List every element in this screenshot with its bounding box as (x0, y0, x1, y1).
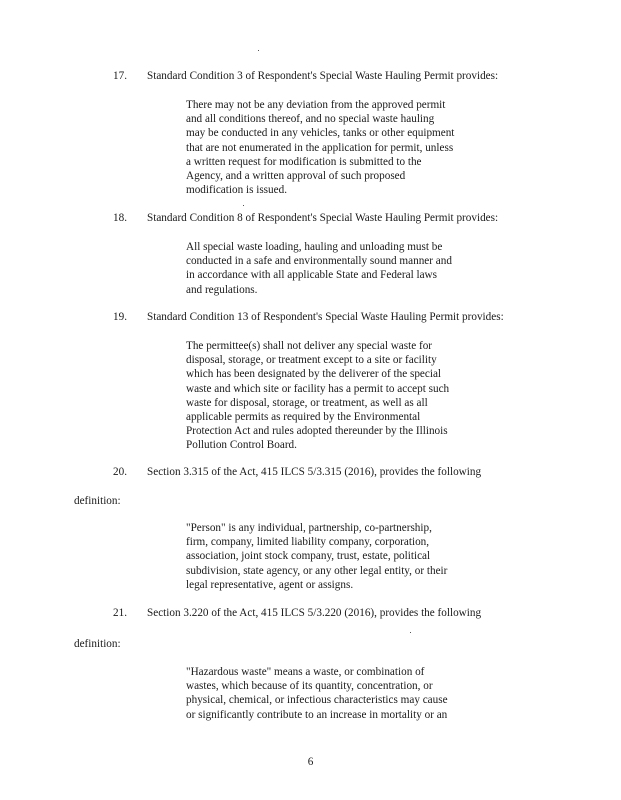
block-quote-20 (186, 521, 486, 592)
quote-line: All special waste loading, hauling and unloading must be (186, 241, 443, 253)
quote-line: or significantly contribute to an increase in mortality or an (186, 708, 448, 721)
quote-line: Agency, and a written approval of such proposed (186, 170, 406, 183)
scan-speck (243, 205, 244, 206)
quote-line: association, joint stock company, trust, estate, political (186, 550, 431, 563)
quote-line: a written request for modification is submitted to the (186, 155, 422, 168)
quote-line: in accordance with all applicable State and Federal laws (186, 269, 437, 282)
quote-line: waste for disposal, storage, or treatment, as well as all (186, 396, 428, 409)
paragraph-number: 21. (113, 607, 127, 619)
quote-line: may be conducted in any vehicles, tanks or other equipment (186, 127, 455, 140)
paragraph-18 (113, 211, 498, 225)
scan-speck (258, 50, 259, 51)
block-quote-19 (186, 339, 486, 453)
paragraph-number: 20. (113, 466, 127, 478)
block-quote-17 (186, 98, 486, 197)
quote-line: The permittee(s) shall not deliver any special waste for (186, 340, 433, 352)
paragraph-number: 17. (113, 70, 127, 82)
quote-line: "Person" is any individual, partnership, co-partnership, (186, 522, 432, 534)
paragraph-continuation: definition: (74, 638, 121, 650)
quote-line: Pollution Control Board. (186, 439, 297, 452)
block-quote-18 (186, 240, 486, 297)
paragraph-21 (113, 606, 481, 620)
paragraph-intro: Standard Condition 13 of Respondent's Special Waste Hauling Permit provides: (147, 311, 504, 323)
quote-line: and all conditions thereof, and no special waste hauling (186, 113, 435, 126)
quote-line: disposal, storage, or treatment except to a site or facility (186, 354, 437, 367)
quote-line: legal representative, agent or assigns. (186, 578, 354, 591)
paragraph-19 (113, 310, 504, 324)
paragraph-20 (113, 465, 481, 479)
quote-line: Protection Act and rules adopted thereunder by the Illinois (186, 425, 448, 438)
paragraph-number: 18. (113, 212, 127, 224)
paragraph-number: 19. (113, 311, 127, 323)
quote-line: applicable permits as required by the Environmental (186, 411, 421, 424)
page-number: 6 (307, 756, 314, 768)
quote-line: "Hazardous waste" means a waste, or combination of (186, 666, 425, 678)
quote-line: subdivision, state agency, or any other legal entity, or their (186, 564, 448, 577)
scan-speck (410, 632, 411, 633)
paragraph-intro: Standard Condition 3 of Respondent's Special Waste Hauling Permit provides: (147, 70, 499, 82)
paragraph-intro: Section 3.315 of the Act, 415 ILCS 5/3.315 (2016), provides the following (147, 466, 482, 478)
quote-line: wastes, which because of its quantity, concentration, or (186, 680, 433, 693)
quote-line: There may not be any deviation from the approved permit (186, 99, 446, 111)
quote-line: conducted in a safe and environmentally sound manner and (186, 255, 452, 268)
quote-line: physical, chemical, or infectious characteristics may cause (186, 694, 448, 707)
paragraph-continuation: definition: (74, 495, 121, 507)
block-quote-21 (186, 665, 486, 722)
quote-line: firm, company, limited liability company, corporation, (186, 536, 430, 549)
quote-line: which has been designated by the deliverer of the special (186, 368, 442, 381)
quote-line: that are not enumerated in the application for permit, unless (186, 141, 454, 154)
paragraph-intro: Section 3.220 of the Act, 415 ILCS 5/3.220 (2016), provides the following (147, 607, 482, 619)
quote-line: modification is issued. (186, 184, 287, 197)
paragraph-17 (113, 69, 498, 83)
paragraph-intro: Standard Condition 8 of Respondent's Special Waste Hauling Permit provides: (147, 212, 499, 224)
quote-line: and regulations. (186, 283, 258, 296)
quote-line: waste and which site or facility has a permit to accept such (186, 382, 450, 395)
